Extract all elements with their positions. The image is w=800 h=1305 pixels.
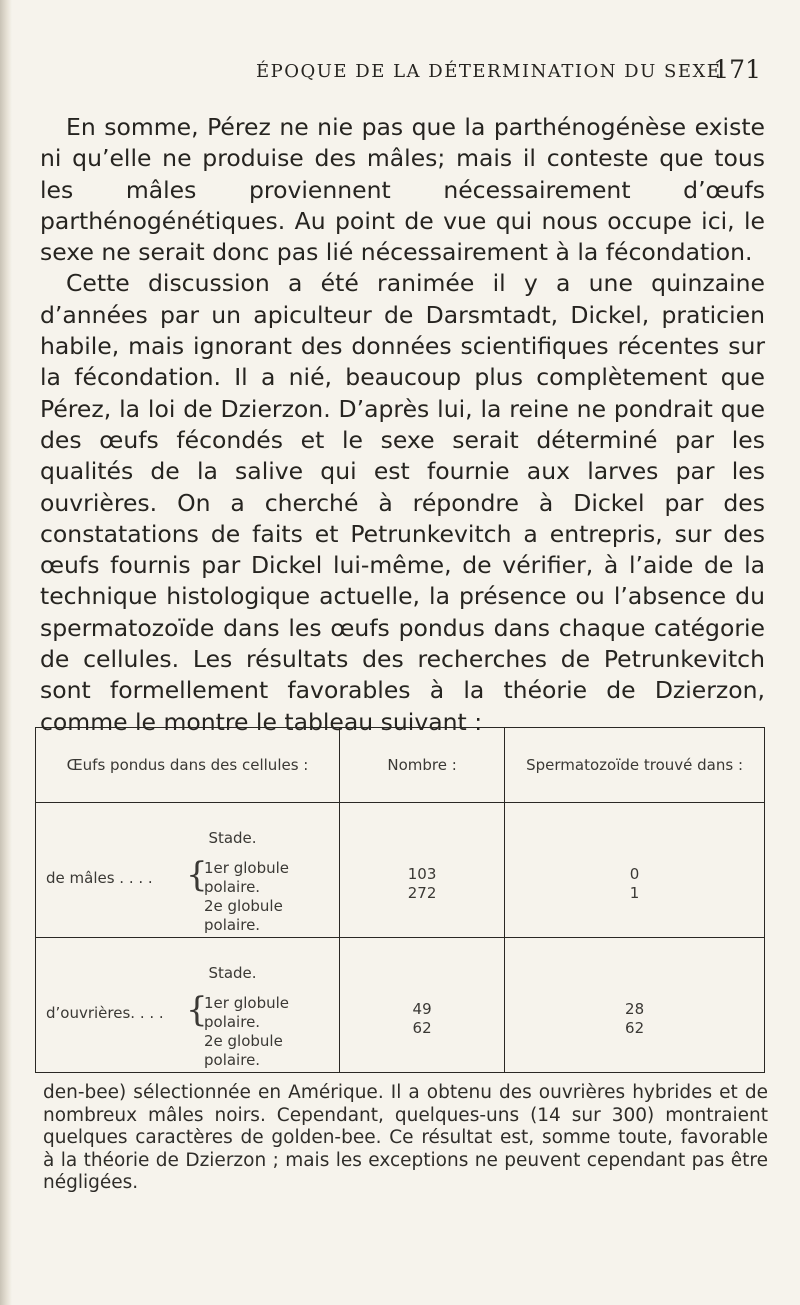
stage-2: 2e globule polaire. — [204, 897, 283, 934]
category-label: d’ouvrières. . . . — [46, 1004, 164, 1022]
header-eggs: Œufs pondus dans des cellules : — [36, 728, 340, 803]
category-cell — [36, 938, 340, 1073]
sperm-value: 28 — [625, 1000, 645, 1018]
number-value: 272 — [407, 884, 437, 902]
stage-1: 1er globule polaire. — [204, 859, 289, 896]
paragraph-1: En somme, Pérez ne nie pas que la parthénogénèse existe ni qu’elle ne produise des mâles; mais il conteste que tous les mâles proviennent nécessairement d’œufs parthénogénétiques. Au point de vue qui nous occupe ici, le sexe ne serait donc pas lié nécessairement à la fécondation. — [40, 113, 765, 267]
table-row — [36, 938, 765, 1073]
stade-label: Stade. — [208, 964, 257, 982]
page-number: 171 — [713, 55, 761, 84]
sperm-value: 0 — [629, 865, 640, 883]
after-table-text — [43, 1082, 768, 1195]
page-binding-edge — [0, 0, 12, 1305]
category-label: de mâles . . . . — [46, 869, 153, 887]
header-sperm: Spermatozoïde trouvé dans : — [505, 728, 765, 803]
stage-2: 2e globule polaire. — [204, 1032, 283, 1069]
number-value: 49 — [412, 1000, 432, 1018]
stage-1: 1er globule polaire. — [204, 994, 289, 1031]
results-table — [35, 727, 765, 1073]
header-number: Nombre : — [340, 728, 505, 803]
body-text — [40, 112, 765, 738]
running-title: ÉPOQUE DE LA DÉTERMINATION DU SEXE — [256, 61, 722, 82]
table-header-row — [36, 728, 765, 803]
table-row — [36, 803, 765, 938]
sperm-cell — [505, 938, 765, 1073]
paragraph-2: Cette discussion a été ranimée il y a une quinzaine d’années par un apiculteur de Darsmtadt, Dickel, praticien habile, mais ignorant des données scientifiques récentes sur la fécondation. Il a nié, beaucoup plus complètement que Pérez, la loi de Dzierzon. D’après lui, la reine ne pondrait que des œufs fécondés et le sexe serait déterminé par les qualités de la salive qui est fournie aux larves par les ouvrières. On a cherché à répondre à Dickel par des constatations de faits et Petrunkevitch a entrepris, sur des œufs fournis par Dickel lui-même, de vérifier, à l’aide de la technique histologique actuelle, la présence ou l’absence du spermatozoïde dans les œufs pondus dans chaque catégorie de cellules. Les résultats des recherches de Petrunkevitch sont formellement favorables à la théorie de Dzierzon, comme le montre le tableau suivant : — [40, 269, 765, 736]
stade-label: Stade. — [208, 829, 257, 847]
sperm-value: 62 — [625, 1019, 645, 1037]
stages — [204, 859, 339, 935]
brace-icon: { — [186, 990, 208, 1030]
number-value: 103 — [407, 865, 437, 883]
continuation-paragraph: den-bee) sélectionnée en Amérique. Il a obtenu des ouvrières hybrides et de nombreux mâles noirs. Cependant, quelques-uns (14 sur 300) montraient quelques caractères de golden-bee. Ce résultat est, somme toute, favorable à la théorie de Dzierzon ; mais les exceptions ne peuvent cependant pas être négligées. — [43, 1082, 768, 1193]
number-cell — [340, 938, 505, 1073]
number-cell — [340, 803, 505, 938]
sperm-value: 1 — [629, 884, 640, 902]
stages — [204, 994, 339, 1070]
category-cell — [36, 803, 340, 938]
number-value: 62 — [412, 1019, 432, 1037]
brace-icon: { — [186, 855, 208, 895]
sperm-cell — [505, 803, 765, 938]
